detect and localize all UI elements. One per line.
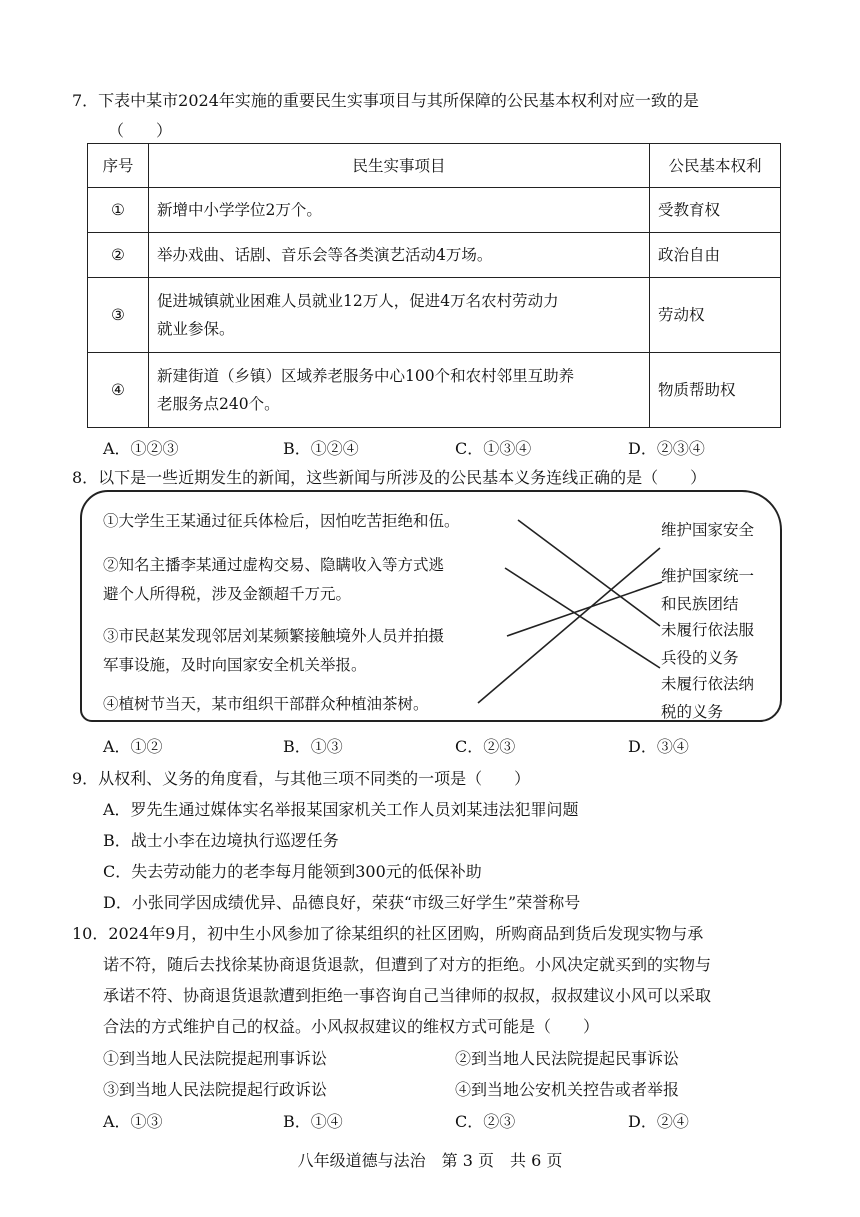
news-text: 避个人所得税，涉及金额超千万元。 xyxy=(103,585,352,603)
project-text: 新增中小学学位2万个。 xyxy=(157,201,322,219)
q8-option-c: C．②③ xyxy=(455,737,516,756)
q7-option-a: A．①②③ xyxy=(103,439,179,458)
q7-bracket: （ ） xyxy=(108,121,173,140)
q10-item: ②到当地人民法院提起民事诉讼 xyxy=(455,1049,680,1068)
row-number: ① xyxy=(88,188,149,233)
right-cell: 受教育权 xyxy=(650,188,781,233)
q8-option-a: A．①② xyxy=(103,737,163,756)
q8-option-b: B．①③ xyxy=(283,737,343,756)
right-cell: 物质帮助权 xyxy=(650,353,781,428)
duty-text: 维护国家安全 xyxy=(661,521,755,539)
q7-option-c: C．①③④ xyxy=(455,439,532,458)
row-number: ③ xyxy=(88,278,149,353)
q10-option-d: D．②④ xyxy=(628,1112,689,1131)
row-number: ④ xyxy=(88,353,149,428)
news-text: ①大学生王某通过征兵体检后，因怕吃苦拒绝和伍。 xyxy=(103,512,460,530)
duty-text: 维护国家统一 xyxy=(661,567,755,585)
q10-line: 10．2024年9月，初中生小风参加了徐某组织的社区团购，所购商品到货后发现实物与承 xyxy=(72,924,704,943)
project-text: 新建街道（乡镇）区域养老服务中心100个和农村邻里互助养 xyxy=(157,367,575,385)
page-footer: 八年级道德与法治 第 3 页 共 6 页 xyxy=(297,1151,563,1170)
duty-text: 和民族团结 xyxy=(661,595,739,613)
duty-text: 税的义务 xyxy=(661,703,724,721)
row-number: ② xyxy=(88,233,149,278)
table-header-cell: 公民基本权利 xyxy=(650,144,781,188)
q10-line: 承诺不符、协商退货退款遭到拒绝一事咨询自己当律师的叔叔，叔叔建议小风可以采取 xyxy=(103,986,712,1005)
q7-option-d: D．②③④ xyxy=(628,439,705,458)
connector-line xyxy=(505,568,660,668)
q9-choice-c: C．失去劳动能力的老李每月能领到300元的低保补助 xyxy=(103,862,482,881)
q10-line: 合法的方式维护自己的权益。小风叔叔建议的维权方式可能是（ ） xyxy=(103,1017,600,1036)
q10-option-c: C．②③ xyxy=(455,1112,516,1131)
table-header-cell: 序号 xyxy=(88,144,149,188)
duty-text: 未履行依法纳 xyxy=(661,675,755,693)
q10-option-b: B．①④ xyxy=(283,1112,343,1131)
q10-item: ①到当地人民法院提起刑事诉讼 xyxy=(103,1049,328,1068)
q9-stem: 9．从权利、义务的角度看，与其他三项不同类的一项是（ ） xyxy=(72,769,531,788)
duty-text: 兵役的义务 xyxy=(661,649,739,667)
news-text: 军事设施，及时向国家安全机关举报。 xyxy=(103,656,367,674)
q8-stem: 8．以下是一些近期发生的新闻，这些新闻与所涉及的公民基本义务连线正确的是（ ） xyxy=(72,468,707,487)
q9-choice-a: A．罗先生通过媒体实名举报某国家机关工作人员刘某违法犯罪问题 xyxy=(103,800,579,819)
connector-line xyxy=(478,548,660,703)
q10-option-a: A．①③ xyxy=(103,1112,163,1131)
connector-line xyxy=(507,582,662,636)
right-cell: 政治自由 xyxy=(650,233,781,278)
connector-line xyxy=(518,520,660,626)
project-text: 促进城镇就业困难人员就业12万人，促进4万名农村劳动力 xyxy=(157,292,559,310)
q7-stem: 7．下表中某市2024年实施的重要民生实事项目与其所保障的公民基本权利对应一致的是 xyxy=(72,91,699,110)
duty-text: 未履行依法服 xyxy=(661,621,755,639)
q10-line: 诺不符，随后去找徐某协商退货退款，但遭到了对方的拒绝。小风决定就买到的实物与 xyxy=(103,955,712,974)
project-text: 举办戏曲、话剧、音乐会等各类演艺活动4万场。 xyxy=(157,246,493,264)
table-header-cell: 民生实事项目 xyxy=(149,144,650,188)
q9-choice-d: D．小张同学因成绩优异、品德良好，荣获“市级三好学生”荣誉称号 xyxy=(103,893,581,912)
news-text: ③市民赵某发现邻居刘某频繁接触境外人员并拍摄 xyxy=(103,627,445,645)
q7-option-b: B．①②④ xyxy=(283,439,359,458)
q9-choice-b: B．战士小李在边境执行巡逻任务 xyxy=(103,831,339,850)
news-text: ②知名主播李某通过虚构交易、隐瞒收入等方式逃 xyxy=(103,556,445,574)
q8-option-d: D．③④ xyxy=(628,737,689,756)
news-text: ④植树节当天，某市组织干部群众种植油茶树。 xyxy=(103,695,429,713)
project-text: 就业参保。 xyxy=(157,320,235,338)
right-cell: 劳动权 xyxy=(650,278,781,353)
q10-item: ④到当地公安机关控告或者举报 xyxy=(455,1080,680,1099)
project-text: 老服务点240个。 xyxy=(157,395,280,413)
q10-item: ③到当地人民法院提起行政诉讼 xyxy=(103,1080,328,1099)
